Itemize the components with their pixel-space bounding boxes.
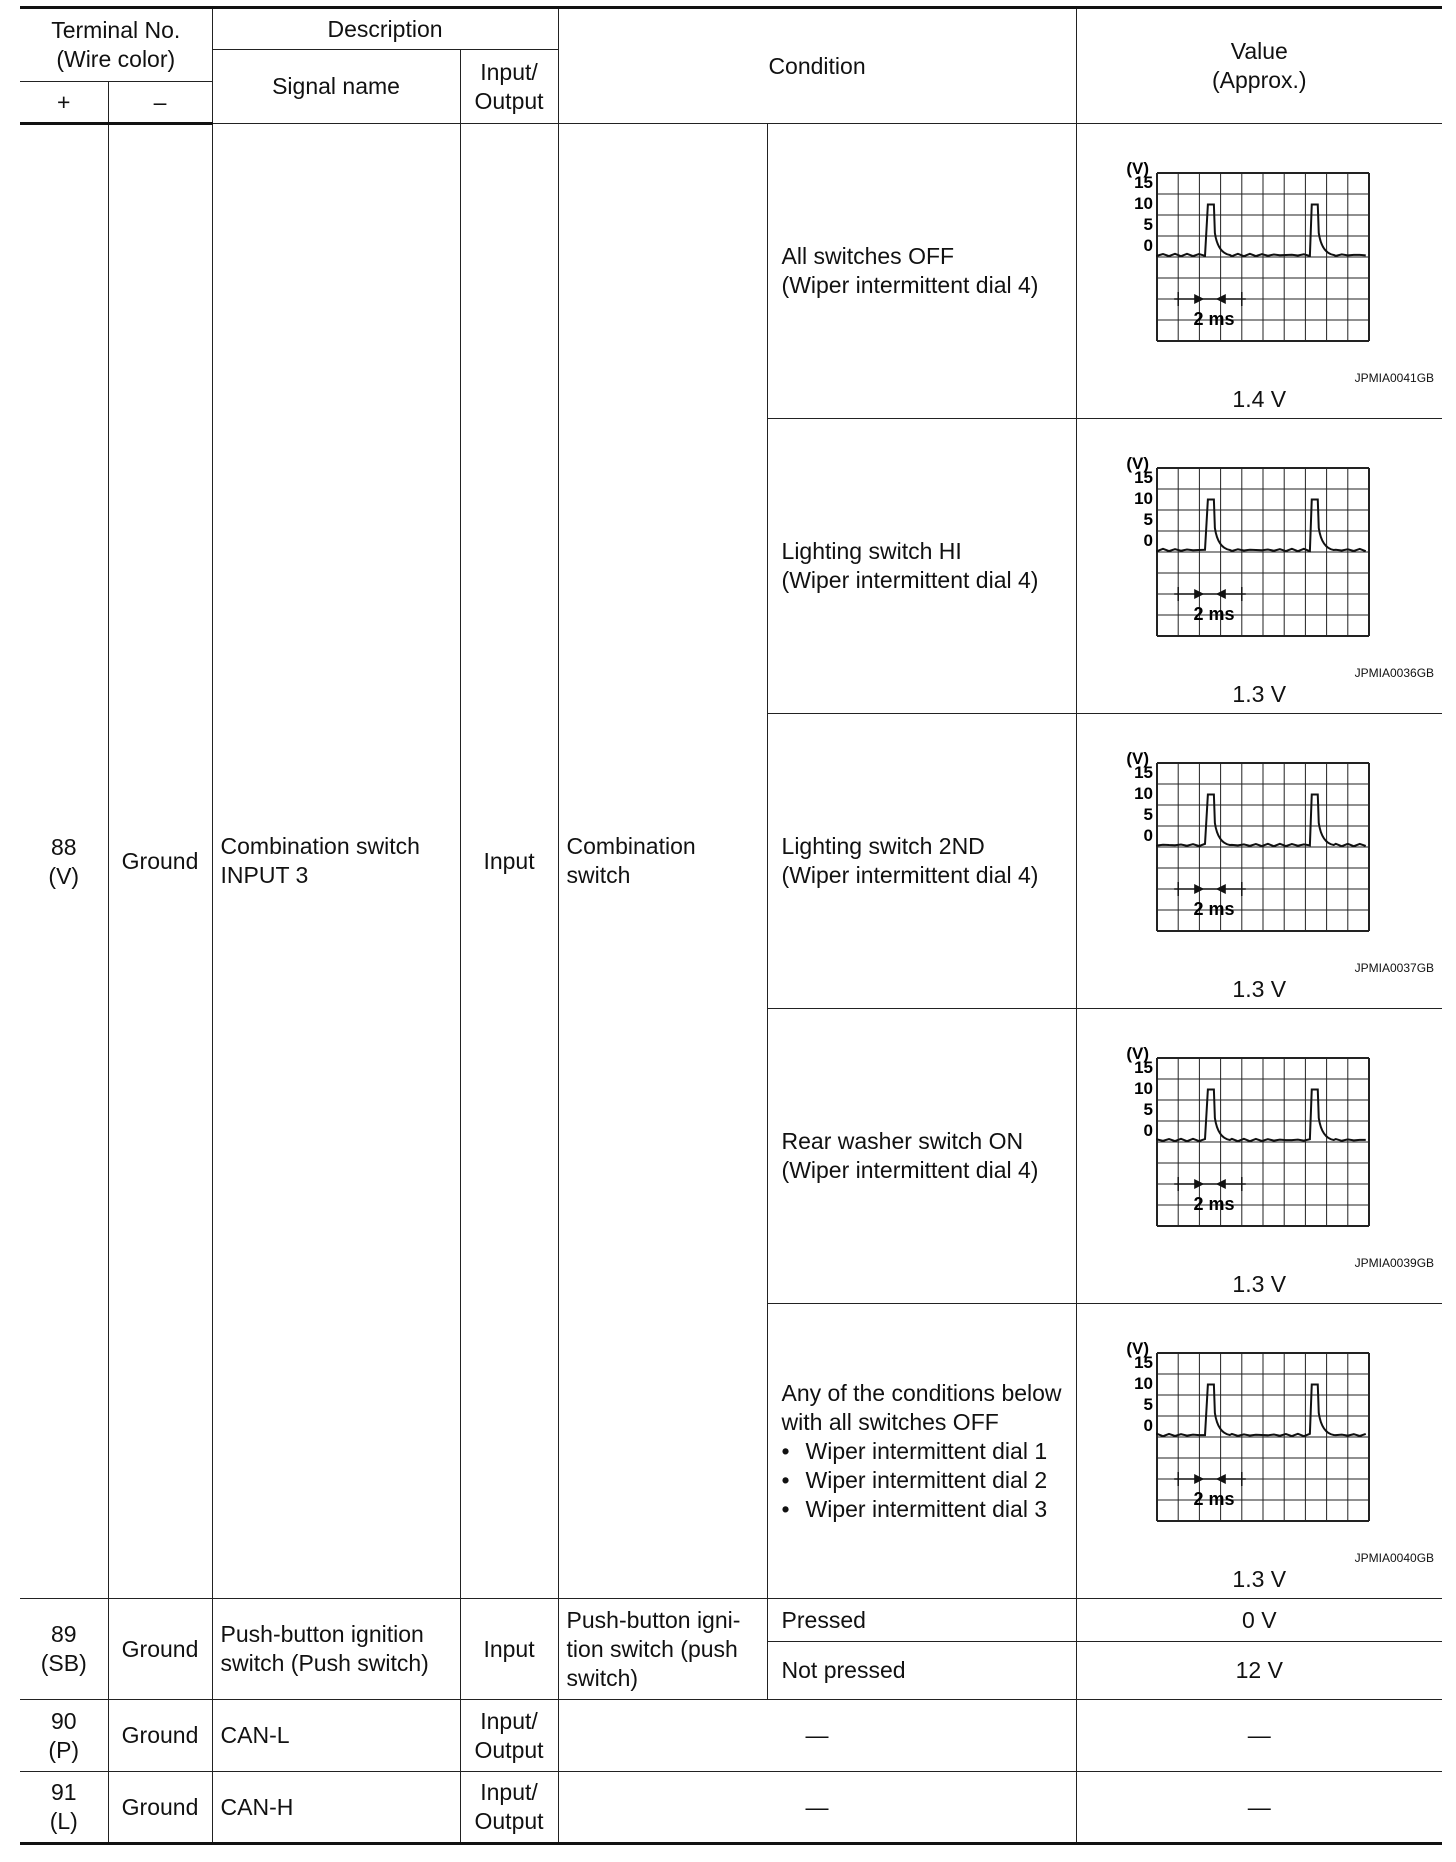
oscilloscope-chart [1077, 1014, 1443, 1258]
figure-code: JPMIA0036GB [1354, 665, 1435, 680]
waveform-trace [1157, 1384, 1366, 1436]
y-tick-label: 5 [1143, 214, 1153, 234]
value-cell: — [1076, 1700, 1442, 1772]
bullet-item: • Wiper intermittent dial 2 [782, 1466, 1068, 1495]
y-tick-label: 5 [1143, 1099, 1153, 1119]
scope-grid [1157, 173, 1369, 341]
figure-code: JPMIA0039GB [1354, 1255, 1435, 1270]
condition-main-line: switch [566, 862, 631, 888]
y-tick-label: 0 [1143, 530, 1153, 550]
sub-condition-cell: Not pressed [767, 1642, 1076, 1700]
y-tick-label: 0 [1143, 1120, 1153, 1140]
signal-name-line: Combination switch [220, 833, 420, 859]
time-scale-label: 2 ms [1193, 898, 1235, 919]
condition-main-cell [558, 1599, 767, 1700]
terminal-number: 88 [50, 833, 77, 860]
y-unit-label: (V) [1125, 1043, 1149, 1063]
condition-main-cell [558, 124, 767, 1599]
condition-main-line: tion switch (push [566, 1635, 738, 1662]
terminal-no-label: Terminal No. [51, 17, 181, 43]
signal-name-cell: CAN-H [212, 1772, 460, 1844]
io-cell: Input [460, 124, 558, 1599]
y-tick-label: 0 [1143, 1415, 1153, 1435]
wire-color: (V) [48, 862, 80, 889]
terminal-number: 91 [50, 1779, 77, 1805]
sub-condition-line: Lighting switch HI [781, 538, 962, 564]
y-tick-label: 5 [1143, 804, 1153, 824]
input-output-header [460, 50, 558, 124]
waveform-figure [1077, 424, 1443, 709]
y-unit-label: (V) [1125, 453, 1149, 473]
terminal-cell [20, 1772, 108, 1844]
signal-name-header: Signal name [212, 50, 460, 124]
y-tick-label: 10 [1133, 1373, 1153, 1393]
sub-condition-cell [767, 419, 1076, 714]
table-row [20, 1599, 1442, 1642]
io-cell [460, 1700, 558, 1772]
bullet-item: • Wiper intermittent dial 1 [782, 1437, 1068, 1466]
value-cell [1076, 1009, 1442, 1304]
oscilloscope-chart [1077, 424, 1443, 668]
value-header [1076, 8, 1442, 124]
signal-name-cell [212, 124, 460, 1599]
y-tick-label: 5 [1143, 1394, 1153, 1414]
signal-name-line: INPUT 3 [220, 862, 309, 888]
plus-header: + [20, 82, 108, 124]
approx-voltage: 1.3 V [1232, 1565, 1287, 1592]
scope-grid [1157, 763, 1369, 931]
minus-cell: Ground [108, 1599, 212, 1700]
oscilloscope-chart [1077, 129, 1443, 373]
io-line: Output [474, 1808, 544, 1834]
terminal-spec-table [20, 6, 1442, 1845]
y-tick-label: 15 [1133, 467, 1153, 487]
sub-condition-cell [767, 714, 1076, 1009]
terminal-cell [20, 1700, 108, 1772]
io-cell: Input [460, 1599, 558, 1700]
value-cell [1076, 714, 1442, 1009]
time-scale-label: 2 ms [1193, 1488, 1235, 1509]
y-tick-label: 0 [1143, 235, 1153, 255]
minus-cell: Ground [108, 1772, 212, 1844]
condition-cell: — [558, 1772, 1076, 1844]
io-cell [460, 1772, 558, 1844]
sub-condition-line: Rear washer switch ON [781, 1128, 1024, 1154]
value-cell [1076, 1304, 1442, 1599]
io-line: Input/ [480, 1707, 538, 1734]
value-cell: 0 V [1076, 1599, 1442, 1642]
approx-label: (Approx.) [1211, 67, 1307, 93]
waveform-figure [1077, 129, 1443, 414]
signal-name-line: Push-button ignition [220, 1621, 424, 1647]
sub-condition-cell: Pressed [767, 1599, 1076, 1642]
io-line: Input/ [480, 1779, 538, 1805]
y-tick-label: 15 [1133, 1352, 1153, 1372]
oscilloscope-chart [1077, 1309, 1443, 1553]
value-cell [1076, 419, 1442, 714]
terminal-number: 89 [50, 1621, 77, 1647]
table-header [20, 8, 1442, 124]
table-row [20, 1772, 1442, 1844]
sub-condition-line: (Wiper intermittent dial 4) [781, 567, 1039, 593]
waveform-figure [1077, 1014, 1443, 1299]
y-tick-label: 10 [1133, 1078, 1153, 1098]
sub-condition-line: Any of the conditions below [781, 1379, 1062, 1406]
value-cell [1076, 124, 1442, 419]
sub-condition-line: All switches OFF [781, 243, 955, 269]
sub-condition-line: with all switches OFF [781, 1408, 999, 1435]
scope-grid [1157, 1058, 1369, 1226]
signal-name-cell: CAN-L [212, 1700, 460, 1772]
input-output-label-1: Input/ [480, 58, 538, 85]
scope-grid [1157, 468, 1369, 636]
time-scale-label: 2 ms [1193, 603, 1235, 624]
input-output-label-2: Output [474, 87, 544, 114]
waveform-trace [1157, 204, 1366, 256]
table-row [20, 1700, 1442, 1772]
approx-voltage: 1.3 V [1232, 680, 1287, 707]
approx-voltage: 1.4 V [1232, 385, 1287, 412]
terminal-cell [20, 1599, 108, 1700]
condition-header: Condition [558, 8, 1076, 124]
terminal-number: 90 [50, 1707, 77, 1734]
value-cell: 12 V [1076, 1642, 1442, 1700]
scope-grid [1157, 1353, 1369, 1521]
sub-condition-line: (Wiper intermittent dial 4) [781, 862, 1039, 888]
wire-color: (L) [49, 1808, 78, 1834]
condition-main-line: Combination [566, 833, 696, 859]
y-unit-label: (V) [1125, 1338, 1149, 1358]
minus-header: – [108, 82, 212, 124]
terminal-no-header [20, 8, 212, 82]
value-cell: — [1076, 1772, 1442, 1844]
sub-condition-line: (Wiper intermittent dial 4) [781, 272, 1039, 298]
y-unit-label: (V) [1125, 748, 1149, 768]
io-line: Output [474, 1736, 544, 1763]
sub-condition-cell [767, 1009, 1076, 1304]
approx-voltage: 1.3 V [1232, 975, 1287, 1002]
waveform-figure [1077, 719, 1443, 1004]
bullet-list [782, 1437, 1068, 1524]
figure-code: JPMIA0040GB [1354, 1550, 1435, 1565]
minus-cell: Ground [108, 1700, 212, 1772]
y-tick-label: 15 [1133, 172, 1153, 192]
figure-code: JPMIA0037GB [1354, 960, 1435, 975]
waveform-trace [1157, 1089, 1366, 1141]
waveform-trace [1157, 499, 1366, 551]
y-tick-label: 10 [1133, 488, 1153, 508]
sub-condition-cell [767, 124, 1076, 419]
signal-name-line: switch (Push switch) [220, 1650, 429, 1676]
wire-color-label: (Wire color) [56, 46, 176, 72]
sub-condition-line: Lighting switch 2ND [781, 833, 985, 859]
description-header: Description [212, 8, 558, 50]
time-scale-label: 2 ms [1193, 308, 1235, 329]
oscilloscope-chart [1077, 719, 1443, 963]
waveform-trace [1157, 794, 1366, 846]
terminal-cell [20, 124, 108, 1599]
approx-voltage: 1.3 V [1232, 1270, 1287, 1297]
y-tick-label: 10 [1133, 193, 1153, 213]
y-unit-label: (V) [1125, 158, 1149, 178]
table-row [20, 124, 1442, 419]
y-tick-label: 5 [1143, 509, 1153, 529]
sub-condition-cell [767, 1304, 1076, 1599]
y-tick-label: 10 [1133, 783, 1153, 803]
y-tick-label: 0 [1143, 825, 1153, 845]
signal-name-cell [212, 1599, 460, 1700]
condition-main-line: Push-button igni- [566, 1606, 741, 1633]
wire-color: (P) [48, 1736, 80, 1763]
minus-cell: Ground [108, 124, 212, 1599]
bullet-item: • Wiper intermittent dial 3 [782, 1495, 1068, 1524]
y-tick-label: 15 [1133, 762, 1153, 782]
sub-condition-line: (Wiper intermittent dial 4) [781, 1157, 1039, 1183]
waveform-figure [1077, 1309, 1443, 1594]
y-tick-label: 15 [1133, 1057, 1153, 1077]
time-scale-label: 2 ms [1193, 1193, 1235, 1214]
condition-cell: — [558, 1700, 1076, 1772]
condition-main-line: switch) [566, 1664, 639, 1691]
figure-code: JPMIA0041GB [1354, 370, 1435, 385]
wire-color: (SB) [40, 1650, 87, 1676]
value-label: Value [1230, 38, 1288, 64]
